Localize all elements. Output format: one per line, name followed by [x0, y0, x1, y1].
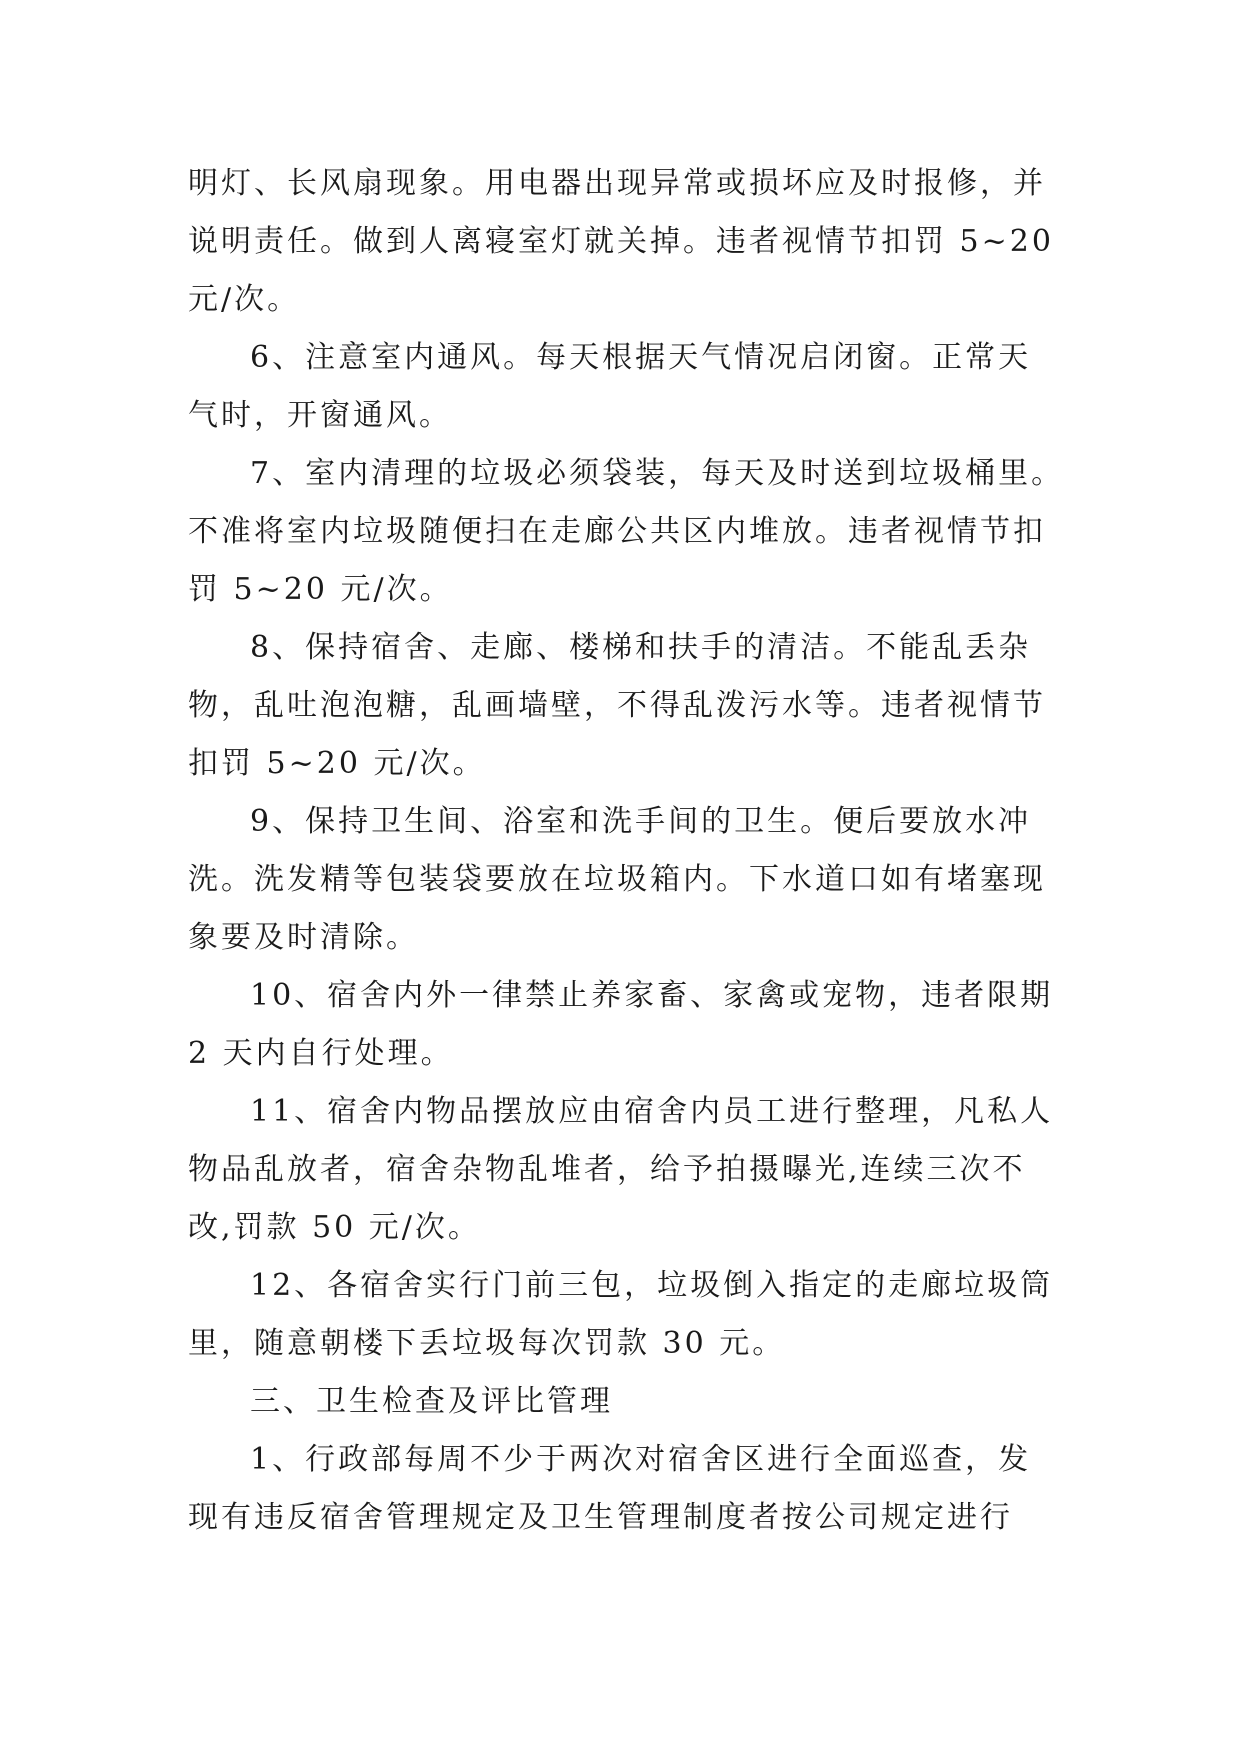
list-item-1-line: 1、行政部每周不少于两次对宿舍区进行全面巡查，发 [250, 1442, 1032, 1477]
document-body [188, 155, 1065, 1547]
text-line: 物品乱放者，宿舍杂物乱堆者，给予拍摄曝光,连续三次不 [188, 1152, 1026, 1187]
text-line: 改,罚款 50 元/次。 [188, 1210, 481, 1245]
section-heading: 三、卫生检查及评比管理 [250, 1384, 613, 1419]
text-line: 罚 5~20 元/次。 [188, 572, 453, 607]
text-line: 里，随意朝楼下丢垃圾每次罚款 30 元。 [188, 1326, 786, 1361]
list-item-12-line: 12、各宿舍实行门前三包，垃圾倒入指定的走廊垃圾筒 [250, 1268, 1054, 1303]
text-line: 现有违反宿舍管理规定及卫生管理制度者按公司规定进行 [188, 1500, 1013, 1535]
text-line: 不准将室内垃圾随便扫在走廊公共区内堆放。违者视情节扣 [188, 514, 1046, 549]
list-item-8-line: 8、保持宿舍、走廊、楼梯和扶手的清洁。不能乱丢杂 [250, 630, 1032, 665]
text-line: 元/次。 [188, 282, 301, 317]
list-item-10-line: 10、宿舍内外一律禁止养家畜、家禽或宠物，违者限期 [250, 978, 1054, 1013]
text-line: 2 天内自行处理。 [188, 1036, 454, 1071]
text-line: 洗。洗发精等包装袋要放在垃圾箱内。下水道口如有堵塞现 [188, 862, 1046, 897]
text-line: 扣罚 5~20 元/次。 [188, 746, 486, 781]
text-line: 说明责任。做到人离寝室灯就关掉。违者视情节扣罚 5~20 [188, 224, 1054, 259]
list-item-6-line: 6、注意室内通风。每天根据天气情况启闭窗。正常天 [250, 340, 1032, 375]
text-line: 明灯、长风扇现象。用电器出现异常或损坏应及时报修，并 [188, 166, 1046, 201]
list-item-7-line: 7、室内清理的垃圾必须袋装，每天及时送到垃圾桶里。 [250, 456, 1065, 491]
text-line: 象要及时清除。 [188, 920, 419, 955]
list-item-9-line: 9、保持卫生间、浴室和洗手间的卫生。便后要放水冲 [250, 804, 1032, 839]
text-line: 气时，开窗通风。 [188, 398, 452, 433]
text-line: 物，乱吐泡泡糖，乱画墙壁，不得乱泼污水等。违者视情节 [188, 688, 1046, 723]
list-item-11-line: 11、宿舍内物品摆放应由宿舍内员工进行整理，凡私人 [250, 1094, 1054, 1129]
